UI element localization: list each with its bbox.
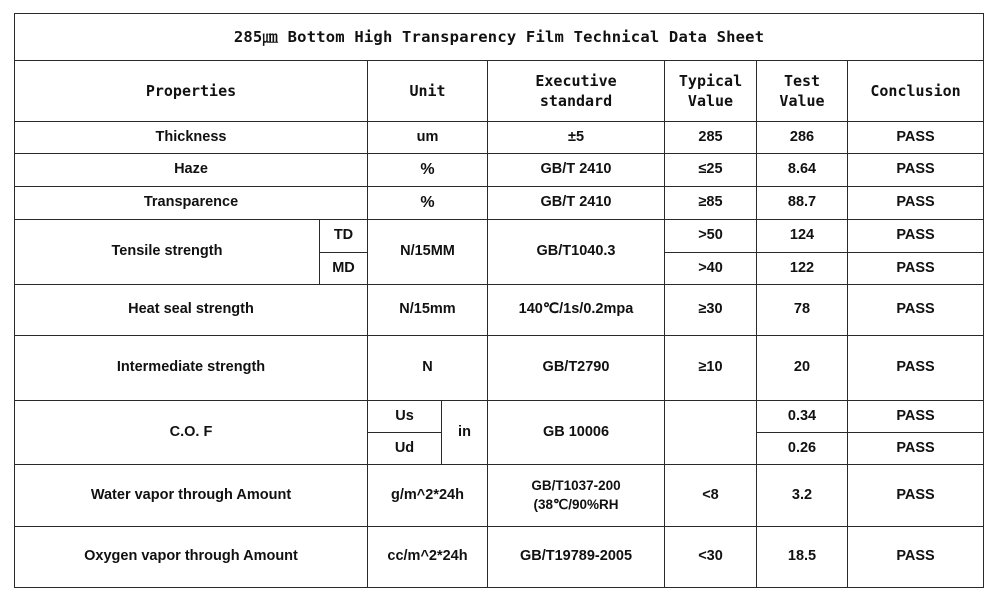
header-typical-value xyxy=(665,61,757,122)
header-standard-line1: Executive xyxy=(535,71,617,90)
test-cell: 124 xyxy=(757,220,848,253)
property-cell: Haze xyxy=(15,154,368,187)
header-conclusion: Conclusion xyxy=(848,61,984,122)
standard-cell: GB/T1040.3 xyxy=(488,220,665,285)
friction-type-cell: Us xyxy=(368,401,442,433)
header-typical-line2: Value xyxy=(687,92,734,110)
standard-cell: GB 10006 xyxy=(488,401,665,465)
conclusion-cell: PASS xyxy=(848,465,984,527)
test-cell: 0.26 xyxy=(757,433,848,465)
test-cell: 286 xyxy=(757,122,848,154)
test-cell: 78 xyxy=(757,285,848,336)
header-typical-line1: Typical xyxy=(678,71,743,90)
standard-line2: (38℃/90%RH xyxy=(533,496,619,512)
direction-cell: TD xyxy=(320,220,368,253)
unit-cell: N/15mm xyxy=(368,285,488,336)
unit-cell: N/15MM xyxy=(368,220,488,285)
header-properties: Properties xyxy=(15,61,368,122)
test-cell: 3.2 xyxy=(757,465,848,527)
title-row xyxy=(15,14,984,61)
standard-cell: GB/T 2410 xyxy=(488,154,665,187)
test-cell: 18.5 xyxy=(757,527,848,588)
technical-data-sheet xyxy=(14,13,983,587)
conclusion-cell: PASS xyxy=(848,187,984,220)
typical-cell: ≥10 xyxy=(665,336,757,401)
conclusion-cell: PASS xyxy=(848,527,984,588)
property-cell: C.O. F xyxy=(15,401,368,465)
table-row-oxygen-vapor xyxy=(15,527,984,588)
conclusion-cell: PASS xyxy=(848,253,984,285)
table-row-thickness xyxy=(15,122,984,154)
property-cell: Water vapor through Amount xyxy=(15,465,368,527)
unit-cell: cc/m^2*24h xyxy=(368,527,488,588)
header-unit: Unit xyxy=(368,61,488,122)
conclusion-cell: PASS xyxy=(848,401,984,433)
typical-cell: ≤25 xyxy=(665,154,757,187)
header-test-line1: Test xyxy=(783,71,821,90)
test-cell: 20 xyxy=(757,336,848,401)
table-row-water-vapor xyxy=(15,465,984,527)
table-row-intermediate xyxy=(15,336,984,401)
header-executive-standard xyxy=(488,61,665,122)
standard-cell: GB/T 2410 xyxy=(488,187,665,220)
property-cell: Heat seal strength xyxy=(15,285,368,336)
conclusion-cell: PASS xyxy=(848,285,984,336)
direction-cell: MD xyxy=(320,253,368,285)
unit-cell: g/m^2*24h xyxy=(368,465,488,527)
typical-cell: 285 xyxy=(665,122,757,154)
header-row xyxy=(15,61,984,122)
typical-cell: >40 xyxy=(665,253,757,285)
conclusion-cell: PASS xyxy=(848,122,984,154)
data-table xyxy=(14,13,984,588)
typical-cell: ≥85 xyxy=(665,187,757,220)
table-row-cof-us xyxy=(15,401,984,433)
standard-line1: GB/T1037-200 xyxy=(531,478,621,494)
table-row-tensile-td xyxy=(15,220,984,253)
table-row-transparence xyxy=(15,187,984,220)
conclusion-cell: PASS xyxy=(848,220,984,253)
table-row-haze xyxy=(15,154,984,187)
test-cell: 0.34 xyxy=(757,401,848,433)
unit-cell: in xyxy=(442,401,488,465)
header-test-line2: Value xyxy=(779,92,825,110)
standard-cell xyxy=(488,465,665,527)
unit-cell: um xyxy=(368,122,488,154)
typical-cell: >50 xyxy=(665,220,757,253)
property-cell: Thickness xyxy=(15,122,368,154)
friction-type-cell: Ud xyxy=(368,433,442,465)
standard-cell: ±5 xyxy=(488,122,665,154)
standard-cell: 140℃/1s/0.2mpa xyxy=(488,285,665,336)
unit-cell: % xyxy=(368,187,488,220)
typical-cell: <8 xyxy=(665,465,757,527)
standard-cell: GB/T19789-2005 xyxy=(488,527,665,588)
test-cell: 88.7 xyxy=(757,187,848,220)
conclusion-cell: PASS xyxy=(848,433,984,465)
header-standard-line2: standard xyxy=(539,92,613,110)
typical-cell: <30 xyxy=(665,527,757,588)
unit-cell: % xyxy=(368,154,488,187)
standard-cell: GB/T2790 xyxy=(488,336,665,401)
property-cell: Oxygen vapor through Amount xyxy=(15,527,368,588)
property-cell: Intermediate strength xyxy=(15,336,368,401)
test-cell: 122 xyxy=(757,253,848,285)
table-row-heat-seal xyxy=(15,285,984,336)
sheet-title: 285㎛ Bottom High Transparency Film Technical Data Sheet xyxy=(15,14,984,61)
property-cell: Tensile strength xyxy=(15,220,320,285)
property-cell: Transparence xyxy=(15,187,368,220)
typical-cell xyxy=(665,401,757,465)
header-test-value xyxy=(757,61,848,122)
typical-cell: ≥30 xyxy=(665,285,757,336)
test-cell: 8.64 xyxy=(757,154,848,187)
conclusion-cell: PASS xyxy=(848,336,984,401)
conclusion-cell: PASS xyxy=(848,154,984,187)
unit-cell: N xyxy=(368,336,488,401)
